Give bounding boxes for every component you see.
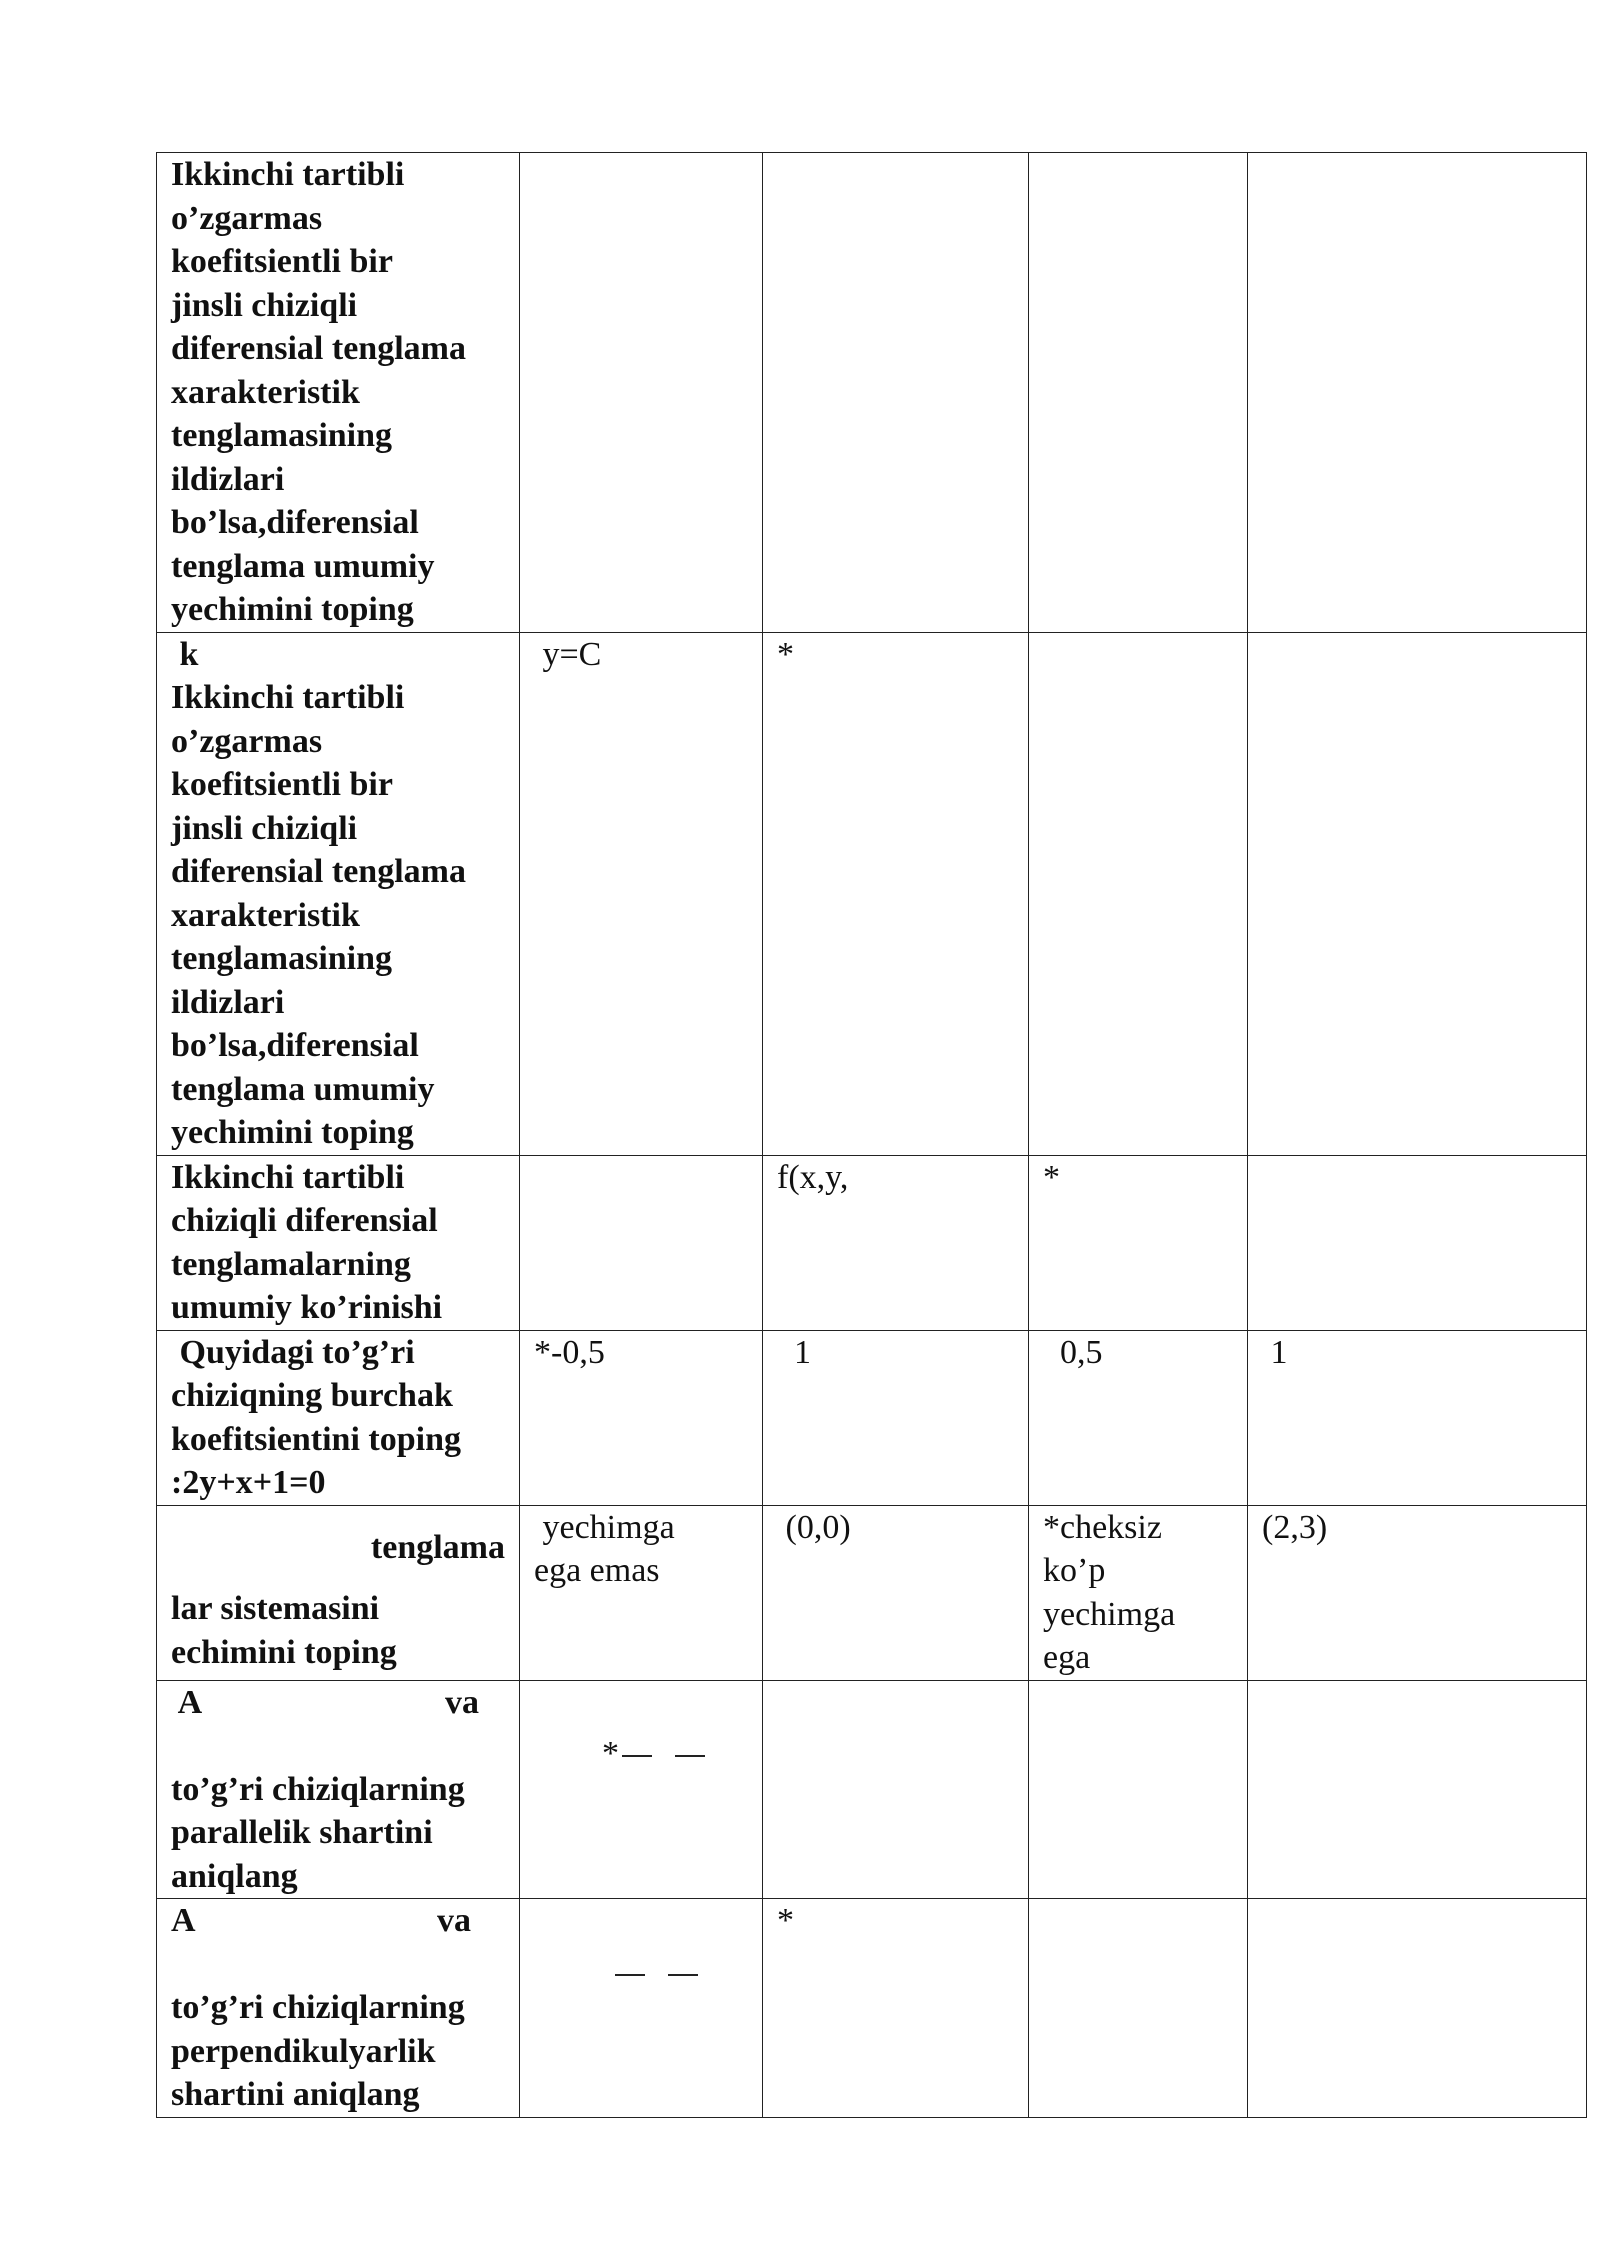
option-cell xyxy=(520,153,763,633)
option-cell: *-0,5 xyxy=(520,1330,763,1505)
test-questions-table xyxy=(156,152,1587,2118)
option-cell xyxy=(1029,1680,1248,1899)
table-row xyxy=(157,1155,1587,1330)
option-cell xyxy=(520,1155,763,1330)
option-cell xyxy=(1029,1899,1248,2118)
option-cell: 1 xyxy=(1248,1330,1587,1505)
fraction-bar xyxy=(675,1755,705,1757)
option-cell xyxy=(763,1680,1029,1899)
point-label: A xyxy=(171,1902,196,1939)
option-cell xyxy=(1029,632,1248,1155)
option-cell xyxy=(520,1680,763,1899)
option-cell: 1 xyxy=(763,1330,1029,1505)
question-cell: A va to’g’ri chiziqlarning perpendikulyarlik shartini aniqlang xyxy=(157,1899,520,2118)
question-cell: Ikkinchi tartibli chiziqli diferensial tenglamalarning umumiy ko’rinishi xyxy=(157,1155,520,1330)
question-cell: k Ikkinchi tartibli o’zgarmas koefitsientli bir jinsli chiziqli diferensial tenglama xarakteristik tenglamasining ildizlari bo’lsa,diferensial tenglama umumiy yechimini toping xyxy=(157,632,520,1155)
option-cell xyxy=(1248,632,1587,1155)
fraction-bar xyxy=(668,1974,698,1976)
option-cell: (2,3) xyxy=(1248,1505,1587,1680)
question-cell: Quyidagi to’g’ri chiziqning burchak koefitsientini toping :2y+x+1=0 xyxy=(157,1330,520,1505)
option-cell: f(x,y, xyxy=(763,1155,1029,1330)
table-row xyxy=(157,153,1587,633)
option-cell: (0,0) xyxy=(763,1505,1029,1680)
fraction-bar xyxy=(622,1755,652,1757)
option-cell: yechimga ega emas xyxy=(520,1505,763,1680)
question-cell: Ikkinchi tartibli o’zgarmas koefitsientli bir jinsli chiziqli diferensial tenglama xarakteristik tenglamasining ildizlari bo’lsa,diferensial tenglama umumiy yechimini toping xyxy=(157,153,520,633)
option-cell xyxy=(763,153,1029,633)
option-cell: *cheksiz ko’p yechimga ega xyxy=(1029,1505,1248,1680)
option-cell xyxy=(1248,1899,1587,2118)
option-cell xyxy=(1029,153,1248,633)
option-cell xyxy=(520,1899,763,2118)
option-cell xyxy=(1248,153,1587,633)
fraction-bar xyxy=(615,1974,645,1976)
option-cell xyxy=(1248,1155,1587,1330)
option-cell: y=C xyxy=(520,632,763,1155)
option-cell: * xyxy=(763,1899,1029,2118)
option-cell: * xyxy=(763,632,1029,1155)
table-row xyxy=(157,632,1587,1155)
option-cell: * xyxy=(1029,1155,1248,1330)
question-cell: A va to’g’ri chiziqlarning parallelik shartini aniqlang xyxy=(157,1680,520,1899)
option-cell xyxy=(1248,1680,1587,1899)
conjunction-label: va xyxy=(445,1683,479,1721)
point-label: A xyxy=(171,1683,203,1721)
option-cell: 0,5 xyxy=(1029,1330,1248,1505)
conjunction-label: va xyxy=(437,1902,471,1939)
table-row xyxy=(157,1330,1587,1505)
table-row xyxy=(157,1680,1587,1899)
question-cell: tenglama lar sistemasini echimini toping xyxy=(157,1505,520,1680)
correct-marker: * xyxy=(602,1735,619,1772)
table-row xyxy=(157,1505,1587,1680)
table-row xyxy=(157,1899,1587,2118)
